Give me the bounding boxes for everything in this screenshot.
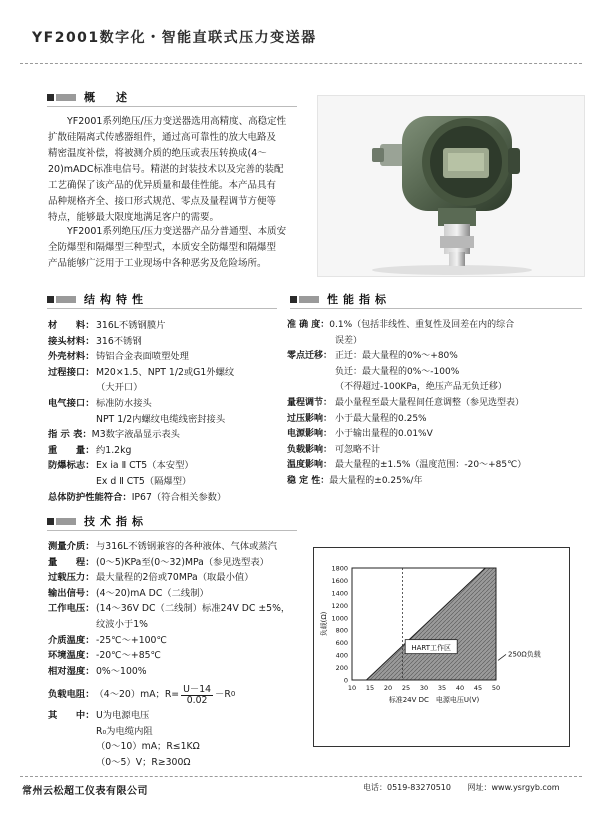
- section-rule-performance: [290, 308, 582, 309]
- spec-key: 工作电压：: [48, 603, 95, 615]
- spec-value: M3数字液晶显示表头: [91, 429, 180, 441]
- product-photo: [317, 95, 585, 277]
- spec-key: [48, 724, 96, 740]
- spec-row: [48, 380, 298, 396]
- section-marker-icon: [47, 94, 54, 101]
- spec-value: IP67（符合相关参数）: [131, 491, 227, 503]
- spec-value: 小于输出量程的0.01%V: [335, 429, 433, 440]
- spec-row: [48, 539, 313, 555]
- y-tick-label: 200: [335, 664, 348, 673]
- spec-value: (4～20)mA DC（二线制）: [96, 587, 209, 599]
- spec-value: 误差）: [335, 335, 363, 346]
- spec-row: [48, 349, 298, 365]
- spec-row: [287, 349, 587, 365]
- spec-value: -25℃～+100℃: [96, 634, 167, 646]
- y-tick-label: 600: [335, 639, 348, 648]
- spec-value: 正迁：最大量程的0%～+80%: [335, 351, 458, 362]
- fraction: [181, 685, 213, 706]
- spec-row: [287, 396, 587, 412]
- spec-row: [48, 555, 313, 571]
- spec-value: (0～5)KPa至(0～32)MPa（参见选型表）: [96, 556, 269, 568]
- spec-value: 可忽略不计: [335, 444, 381, 455]
- spec-key: 介质温度：: [48, 634, 95, 646]
- technical-spec-list: [48, 539, 313, 679]
- paragraph-line: 扩散硅隔离式传感器组件，通过高可靠性的放大电路及: [48, 132, 277, 143]
- load-label: 负载电阻：: [48, 689, 95, 701]
- spec-row: [48, 396, 298, 412]
- section-title-performance: 性能指标: [327, 293, 391, 306]
- load-suffix-subscript: 0: [230, 690, 236, 699]
- load-voltage-chart: [313, 547, 570, 747]
- spec-key: 过程接口：: [48, 366, 95, 378]
- y-tick-label: 0: [343, 676, 348, 685]
- y-tick-label: 800: [335, 626, 348, 635]
- spec-key: [48, 380, 96, 396]
- paragraph-line: 特点，能够最大限度地满足客户的需要。: [48, 212, 220, 223]
- spec-row: [48, 664, 313, 680]
- spec-row: [287, 318, 587, 334]
- paragraph-line: 品种规格齐全、接口形式规范、零点及量程调节方便等: [48, 196, 277, 207]
- chart-svg: [314, 548, 571, 748]
- spec-row: [48, 755, 313, 771]
- section-bar-icon: [56, 518, 76, 525]
- section-header-structure: [47, 292, 148, 306]
- section-bar-icon: [56, 94, 76, 101]
- section-marker-icon: [47, 518, 54, 525]
- spec-row: [48, 474, 298, 490]
- spec-value: Ex d Ⅱ CT5（隔爆型）: [96, 475, 192, 487]
- footer-divider: [20, 776, 582, 777]
- section-rule-structure: [47, 308, 277, 309]
- spec-value: （0～5）V；R≥300Ω: [96, 756, 191, 768]
- spec-value: 负迁：最大量程的0%～-100%: [335, 366, 460, 377]
- spec-value: （不得超过-100KPa，绝压产品无负迁移）: [335, 382, 507, 393]
- x-tick-label: 20: [383, 684, 393, 692]
- document-title: YF2001数字化・智能直联式压力变送器: [32, 30, 317, 46]
- spec-row: [48, 601, 313, 617]
- section-marker-icon: [290, 296, 297, 303]
- spec-key: 过载压力：: [48, 572, 95, 584]
- spec-value: (14～36V DC（二线制）标准24V DC ±5%，: [96, 603, 291, 615]
- section-marker-icon: [47, 296, 54, 303]
- spec-key: 其 中：: [48, 710, 95, 721]
- paragraph-line: 全防爆型和隔爆型三种型式，本质安全防爆型和隔爆型: [48, 242, 277, 253]
- y-tick-label: 1800: [331, 564, 348, 573]
- x-tick-label: 50: [491, 684, 501, 692]
- spec-key: 外壳材料：: [48, 351, 95, 363]
- spec-key: 电气接口：: [48, 397, 95, 409]
- spec-row: [287, 474, 587, 490]
- section-title-overview: 概 述: [84, 91, 132, 104]
- spec-value: 316不锈钢: [96, 335, 142, 347]
- spec-key: 量程调节：: [287, 397, 333, 408]
- section-bar-icon: [299, 296, 319, 303]
- spec-row: [48, 617, 313, 633]
- spec-row: [48, 586, 313, 602]
- spec-value: 标准防水接头: [96, 397, 152, 409]
- paragraph-line: YF2001系列绝压/压力变送器选用高精度、高稳定性: [67, 116, 287, 127]
- overview-paragraph-1: [48, 114, 303, 226]
- spec-value: （大开口）: [96, 382, 143, 394]
- section-rule-technical: [47, 530, 297, 531]
- spec-key: [48, 739, 96, 755]
- spec-key: 总体防护性能符合：: [48, 491, 132, 503]
- footer-phone: 电话：0519-83270510: [363, 783, 451, 792]
- spec-row: [48, 724, 313, 740]
- x-tick-label: 15: [365, 684, 375, 692]
- paragraph-line: 工艺确保了该产品的优异质量和最佳性能。本产品具有: [48, 180, 277, 191]
- x-tick-label: 35: [437, 684, 447, 692]
- spec-key: [287, 380, 335, 396]
- technical-notes-list: [48, 708, 313, 770]
- fraction-numerator: U－14: [183, 683, 212, 695]
- spec-key: [287, 365, 335, 381]
- spec-row: [48, 739, 313, 755]
- spec-row: [48, 334, 298, 350]
- spec-key: 电源影响：: [287, 429, 333, 440]
- spec-key: [287, 334, 335, 350]
- spec-row: [287, 412, 587, 428]
- spec-value: 0.1%（包括非线性、重复性及回差在内的综合: [329, 320, 515, 330]
- y-axis-label: 负载(Ω): [320, 611, 328, 637]
- spec-row: [48, 570, 313, 586]
- spec-value: 约1.2kg: [96, 444, 132, 456]
- x-axis-label: 标准24V DC 电源电压U(V): [388, 696, 480, 704]
- y-tick-label: 400: [335, 651, 348, 660]
- spec-key: [48, 755, 96, 771]
- spec-row: [287, 365, 587, 381]
- spec-row: [48, 490, 298, 506]
- spec-value: Ex ia Ⅱ CT5（本安型）: [96, 460, 194, 472]
- y-tick-label: 1400: [331, 589, 348, 598]
- spec-key: 负载影响：: [287, 444, 333, 455]
- spec-value: （0～10）mA；R≤1KΩ: [96, 741, 200, 753]
- spec-row: [48, 648, 313, 664]
- spec-key: 重 量：: [48, 444, 95, 456]
- load-suffix: －R: [215, 689, 231, 701]
- spec-key: 输出信号：: [48, 587, 95, 599]
- spec-key: 准 确 度：: [287, 320, 330, 330]
- footer-company: 常州云松超工仪表有限公司: [22, 786, 148, 797]
- overview-paragraph-2: [48, 224, 303, 272]
- spec-key: 材 料：: [48, 320, 95, 331]
- spec-key: 指 示 表：: [48, 429, 92, 441]
- spec-value: 最大量程的±1.5%（温度范围：-20～+85℃）: [335, 460, 527, 471]
- spec-row: [287, 427, 587, 443]
- spec-key: [48, 412, 96, 428]
- paragraph-line: 精密温度补偿，将被测介质的绝压或表压转换成(4～: [48, 148, 267, 159]
- section-title-structure: 结构特性: [84, 293, 148, 306]
- spec-row: [48, 708, 313, 724]
- section-bar-icon: [56, 296, 76, 303]
- x-tick-label: 45: [473, 684, 483, 692]
- spec-key: 零点迁移：: [287, 351, 333, 362]
- spec-value: 0%～100%: [96, 665, 147, 677]
- pressure-transmitter-icon: [318, 96, 586, 278]
- spec-key: 环境温度：: [48, 650, 95, 662]
- x-tick-label: 25: [401, 684, 411, 692]
- spec-row: [48, 365, 298, 381]
- spec-value: NPT 1/2内螺纹电缆线密封接头: [96, 413, 226, 425]
- spec-key: 接头材料：: [48, 335, 95, 347]
- load-resistance-formula: [48, 684, 313, 706]
- spec-row: [48, 412, 298, 428]
- spec-key: 温度影响：: [287, 460, 333, 471]
- paragraph-line: 20)mADC标准电信号。精湛的封装技术以及完善的装配: [48, 164, 284, 175]
- section-header-technical: [47, 514, 148, 528]
- spec-key: 测量介质：: [48, 541, 95, 552]
- spec-row: [287, 334, 587, 350]
- title-divider: [20, 63, 582, 64]
- spec-value: 最大量程的±0.25%/年: [329, 475, 423, 486]
- spec-value: 最大量程的2倍或70MPa（取最小值）: [96, 572, 254, 584]
- spec-value: M20×1.5、NPT 1/2或G1外螺纹: [96, 366, 235, 378]
- spec-row: [48, 443, 298, 459]
- spec-row: [287, 458, 587, 474]
- y-tick-label: 1000: [331, 614, 348, 623]
- spec-row: [287, 443, 587, 459]
- annotation-label: 250Ω负载: [508, 650, 541, 659]
- spec-value: 纹波小于1%: [96, 618, 148, 630]
- section-header-overview: [47, 90, 132, 104]
- spec-value: 最小量程至最大量程间任意调整（参见选型表）: [335, 397, 525, 408]
- section-rule-overview: [47, 106, 297, 107]
- spec-key: 防爆标志：: [48, 460, 95, 472]
- spec-value: 与316L不锈钢兼容的各种液体、气体或蒸汽: [96, 541, 277, 552]
- spec-row: [48, 427, 298, 443]
- paragraph-line: YF2001系列绝压/压力变送器产品分普通型、本质安: [67, 226, 287, 237]
- spec-value: 小于最大量程的0.25%: [335, 413, 427, 424]
- spec-key: 过压影响：: [287, 413, 333, 424]
- performance-spec-list: [287, 318, 587, 490]
- spec-row: [48, 633, 313, 649]
- spec-key: 相对湿度：: [48, 665, 95, 677]
- spec-value: 316L不锈钢膜片: [96, 320, 166, 331]
- spec-row: [48, 318, 298, 334]
- section-header-performance: [290, 292, 391, 306]
- section-title-technical: 技术指标: [84, 515, 148, 528]
- x-tick-label: 40: [455, 684, 465, 692]
- spec-value: 铸铝合金表面喷塑处理: [96, 351, 189, 363]
- fraction-denominator: 0.02: [186, 694, 208, 706]
- spec-key: 量 程：: [48, 556, 95, 568]
- spec-value: R₀为电缆内阻: [96, 725, 153, 737]
- footer-contact: [363, 782, 574, 793]
- y-tick-label: 1600: [331, 576, 348, 585]
- x-tick-label: 10: [347, 684, 357, 692]
- paragraph-line: 产品能够广泛用于工业现场中各种恶劣及危险场所。: [48, 258, 267, 269]
- spec-key: 稳 定 性：: [287, 475, 330, 486]
- spec-value: U为电源电压: [96, 710, 150, 721]
- spec-key: [48, 474, 96, 490]
- structure-spec-list: [48, 318, 298, 505]
- load-prefix: （4～20）mA；R=: [94, 689, 180, 701]
- region-label: HART工作区: [411, 644, 452, 653]
- spec-row: [287, 380, 587, 396]
- spec-value: -20℃～+85℃: [96, 650, 161, 662]
- y-tick-label: 1200: [331, 601, 348, 610]
- spec-key: [48, 617, 96, 633]
- annotation-leader: [498, 654, 506, 660]
- footer-website[interactable]: 网址：www.ysrgyb.com: [467, 783, 560, 792]
- spec-row: [48, 458, 298, 474]
- x-tick-label: 30: [419, 684, 429, 692]
